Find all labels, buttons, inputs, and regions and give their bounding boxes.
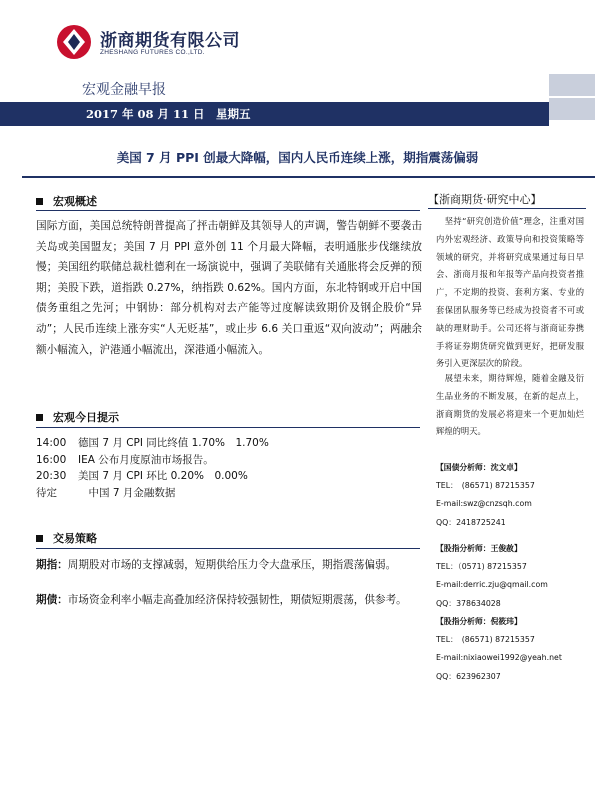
- analyst-name: 【股指分析师：王俊赦】: [436, 544, 522, 553]
- analyst-tel: TEL： (86571) 87215357: [436, 481, 535, 490]
- agenda-item: [36, 468, 269, 485]
- headline-divider: [22, 176, 595, 178]
- analyst-name: 【国债分析师：沈文卓】: [436, 463, 522, 472]
- analyst-qq: QQ：2418725241: [436, 518, 506, 527]
- section-heading-today: 宏观今日提示: [36, 409, 119, 425]
- agenda-event: IEA 公布月度原油市场报告。: [78, 453, 214, 466]
- company-name-cn: 浙商期货有限公司: [100, 31, 240, 51]
- section-divider: [36, 548, 420, 549]
- agenda-item: [36, 485, 269, 502]
- sidebar-divider: [428, 208, 586, 209]
- agenda-item: [36, 435, 269, 452]
- agenda-time: 14:00: [36, 437, 67, 449]
- company-logo: [56, 22, 256, 66]
- analyst-name: 【股指分析师：倪筱玮】: [436, 617, 522, 626]
- sidebar-intro: 坚持“研究创造价值”理念，注重对国内外宏观经济、政策导向和投资策略等领域的研究，并将研究成果通过每日早会、浙商月报和年报等产品向投资者推广，不定期的投资、套利方案、专业的套保团队服务等已经成为投资者不可或缺的理财助手。公司还将与浙商证券携手将证券期货研究做到更好，把研发服务引入更深层次的阶段。: [436, 216, 584, 369]
- decorative-bar-bottom: [549, 98, 595, 120]
- agenda-time: 20:30: [36, 470, 67, 482]
- section-heading-strategy: 交易策略: [36, 530, 97, 546]
- strategy-label: 期指：: [36, 559, 68, 571]
- square-bullet-icon: [36, 535, 43, 542]
- agenda-event: 中国 7 月金融数据: [78, 486, 176, 499]
- agenda-event: 美国 7 月 CPI 环比 0.20% 0.00%: [78, 470, 248, 482]
- decorative-bar-top: [549, 74, 595, 96]
- agenda-time: 待定: [36, 486, 57, 499]
- analyst-card: [436, 616, 562, 690]
- strategy-index-futures: [36, 557, 422, 575]
- agenda-time: 16:00: [36, 453, 67, 466]
- sidebar-outlook: 展望未来，期待辉煌，随着金融及衍生品业务的不断发展，在新的起点上，浙商期货的发展必将迎来一个更加灿烂辉煌的明天。: [436, 373, 584, 437]
- report-date: 2017 年 08 月 11 日 星期五: [86, 107, 251, 121]
- sidebar-title: 【浙商期货·研究中心】: [428, 193, 542, 206]
- date-banner: [0, 102, 549, 126]
- analyst-email[interactable]: E-mail:derric.zju@qmail.com: [436, 579, 548, 589]
- square-bullet-icon: [36, 198, 43, 205]
- analyst-tel: TEL： (86571) 87215357: [436, 635, 535, 644]
- agenda-list: [36, 435, 269, 501]
- analyst-email[interactable]: E-mail:nixiaowei1992@yeah.net: [436, 652, 562, 662]
- analyst-tel: TEL：（0571) 87215357: [436, 562, 527, 571]
- analyst-card: [436, 543, 548, 617]
- report-headline: 美国 7 月 PPI 创最大降幅，国内人民币连续上涨，期指震荡偏弱: [116, 150, 479, 165]
- company-logo-icon: [56, 24, 92, 60]
- agenda-event: 德国 7 月 CPI 同比终值 1.70% 1.70%: [78, 437, 269, 449]
- square-bullet-icon: [36, 414, 43, 421]
- strategy-text: 周期股对市场的支撑减弱，短期供给压力令大盘承压，期指震荡偏弱。: [67, 559, 397, 571]
- strategy-bond-futures: [36, 592, 422, 610]
- section-divider: [36, 210, 420, 211]
- strategy-text: 市场资金利率小幅走高叠加经济保持较强韧性，期债短期震荡，供参考。: [67, 594, 407, 606]
- section-heading-overview: 宏观概述: [36, 193, 97, 209]
- analyst-qq: QQ：378634028: [436, 599, 501, 608]
- section-divider: [36, 427, 420, 428]
- strategy-label: 期债：: [36, 594, 68, 606]
- overview-paragraph: 国际方面，美国总统特朗普提高了抨击朝鲜及其领导人的声调，警告朝鲜不要袭击关岛或美国盟友；美国 7 月 PPI 意外创 11 个月最大降幅，表明通胀步伐继续放慢；美国纽约联储总裁杜德利在一场演说中，强调了美联储有关通胀将会反弹的预期；美股下跌，道指跌 0.27%，纳指跌 0.62%。国内方面，东北特钢或开启中国债务重组之先河；中钢协：部分机构对去产能等过度解读致期价及钢企股价“异动”；人民币连续上涨夯实“人无贬基”，或止步 6.6 关口重返“双向波动”；两融余额小幅流入，沪港通小幅流出，深港通小幅流入。: [36, 220, 422, 356]
- agenda-item: [36, 452, 269, 469]
- report-type: 宏观金融早报: [82, 82, 166, 98]
- analyst-email[interactable]: E-mail:swz@cnzsqh.com: [436, 498, 532, 508]
- company-name-en: ZHESHANG FUTURES CO.,LTD.: [100, 49, 205, 56]
- analyst-qq: QQ：623962307: [436, 672, 501, 681]
- analyst-card: [436, 462, 535, 536]
